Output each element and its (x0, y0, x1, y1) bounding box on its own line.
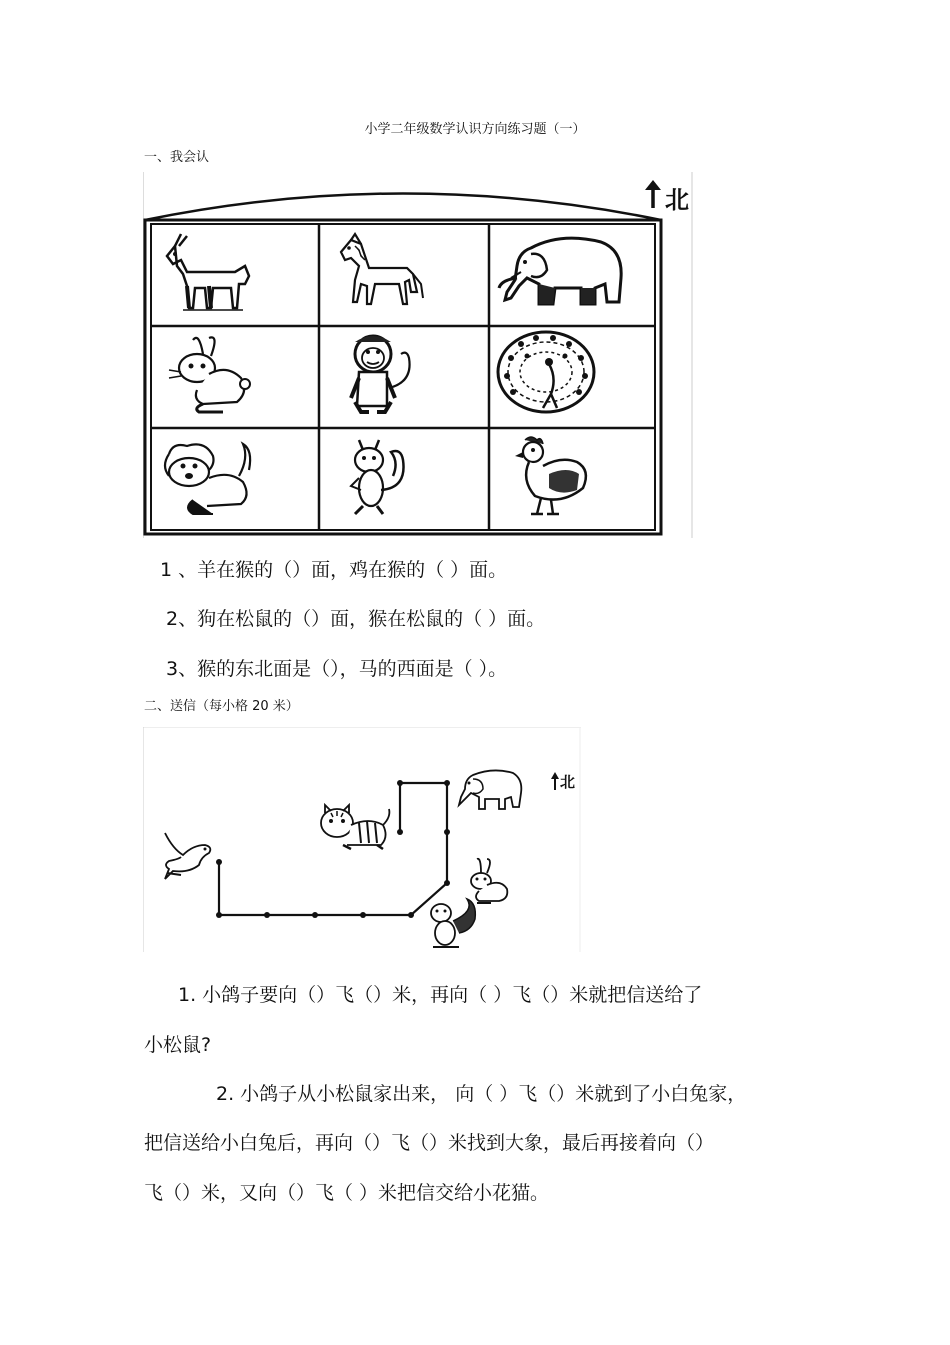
north-label-small: 北 (560, 773, 576, 791)
s1-question-1: 1 、羊在猴的（）面，鸡在猴的（ ）面。 (160, 559, 508, 581)
s1-question-2: 2、狗在松鼠的（）面，猴在松鼠的（ ）面。 (166, 608, 546, 630)
page-title: 小学二年级数学认识方向练习题（一） (364, 122, 586, 137)
goat-icon (153, 226, 317, 324)
animal-grid (143, 172, 693, 538)
s2-question-2-line-1: 2. 小鸽子从小松鼠家出来， 向（ ）飞（）米就到了小白兔家， (216, 1083, 747, 1105)
dog-icon (153, 430, 317, 528)
s2-question-1-line-2: 小松鼠? (144, 1034, 212, 1056)
squirrel-small-icon (423, 897, 479, 949)
section-2-heading: 二、送信（每小格 20 米） (144, 699, 299, 714)
north-label: 北 (665, 186, 689, 214)
dove-icon (159, 829, 215, 883)
s2-question-2-line-2: 把信送给小白兔后，再向（）飞（）米找到大象，最后再接着向（） (144, 1132, 715, 1154)
horse-icon (321, 226, 487, 324)
section-1-heading: 一、我会认 (144, 150, 210, 165)
peacock-icon (491, 328, 655, 426)
squirrel-icon (321, 430, 487, 528)
monkey-icon (321, 328, 487, 426)
elephant-icon (491, 226, 655, 324)
s1-question-3: 3、猴的东北面是（），马的西面是（ ）。 (166, 658, 508, 680)
elephant-small-icon (453, 765, 525, 813)
s2-question-2-line-3: 飞（）米，又向（）飞（ ）米把信交给小花猫。 (144, 1182, 550, 1204)
rabbit-icon (153, 328, 317, 426)
north-arrow-icon (641, 178, 665, 210)
s2-question-1-line-1: 1. 小鸽子要向（）飞（）米，再向（ ）飞（）米就把信送给了 (178, 984, 703, 1006)
delivery-map (143, 727, 581, 952)
tiger-cat-icon (317, 803, 393, 853)
chicken-icon (491, 430, 655, 528)
